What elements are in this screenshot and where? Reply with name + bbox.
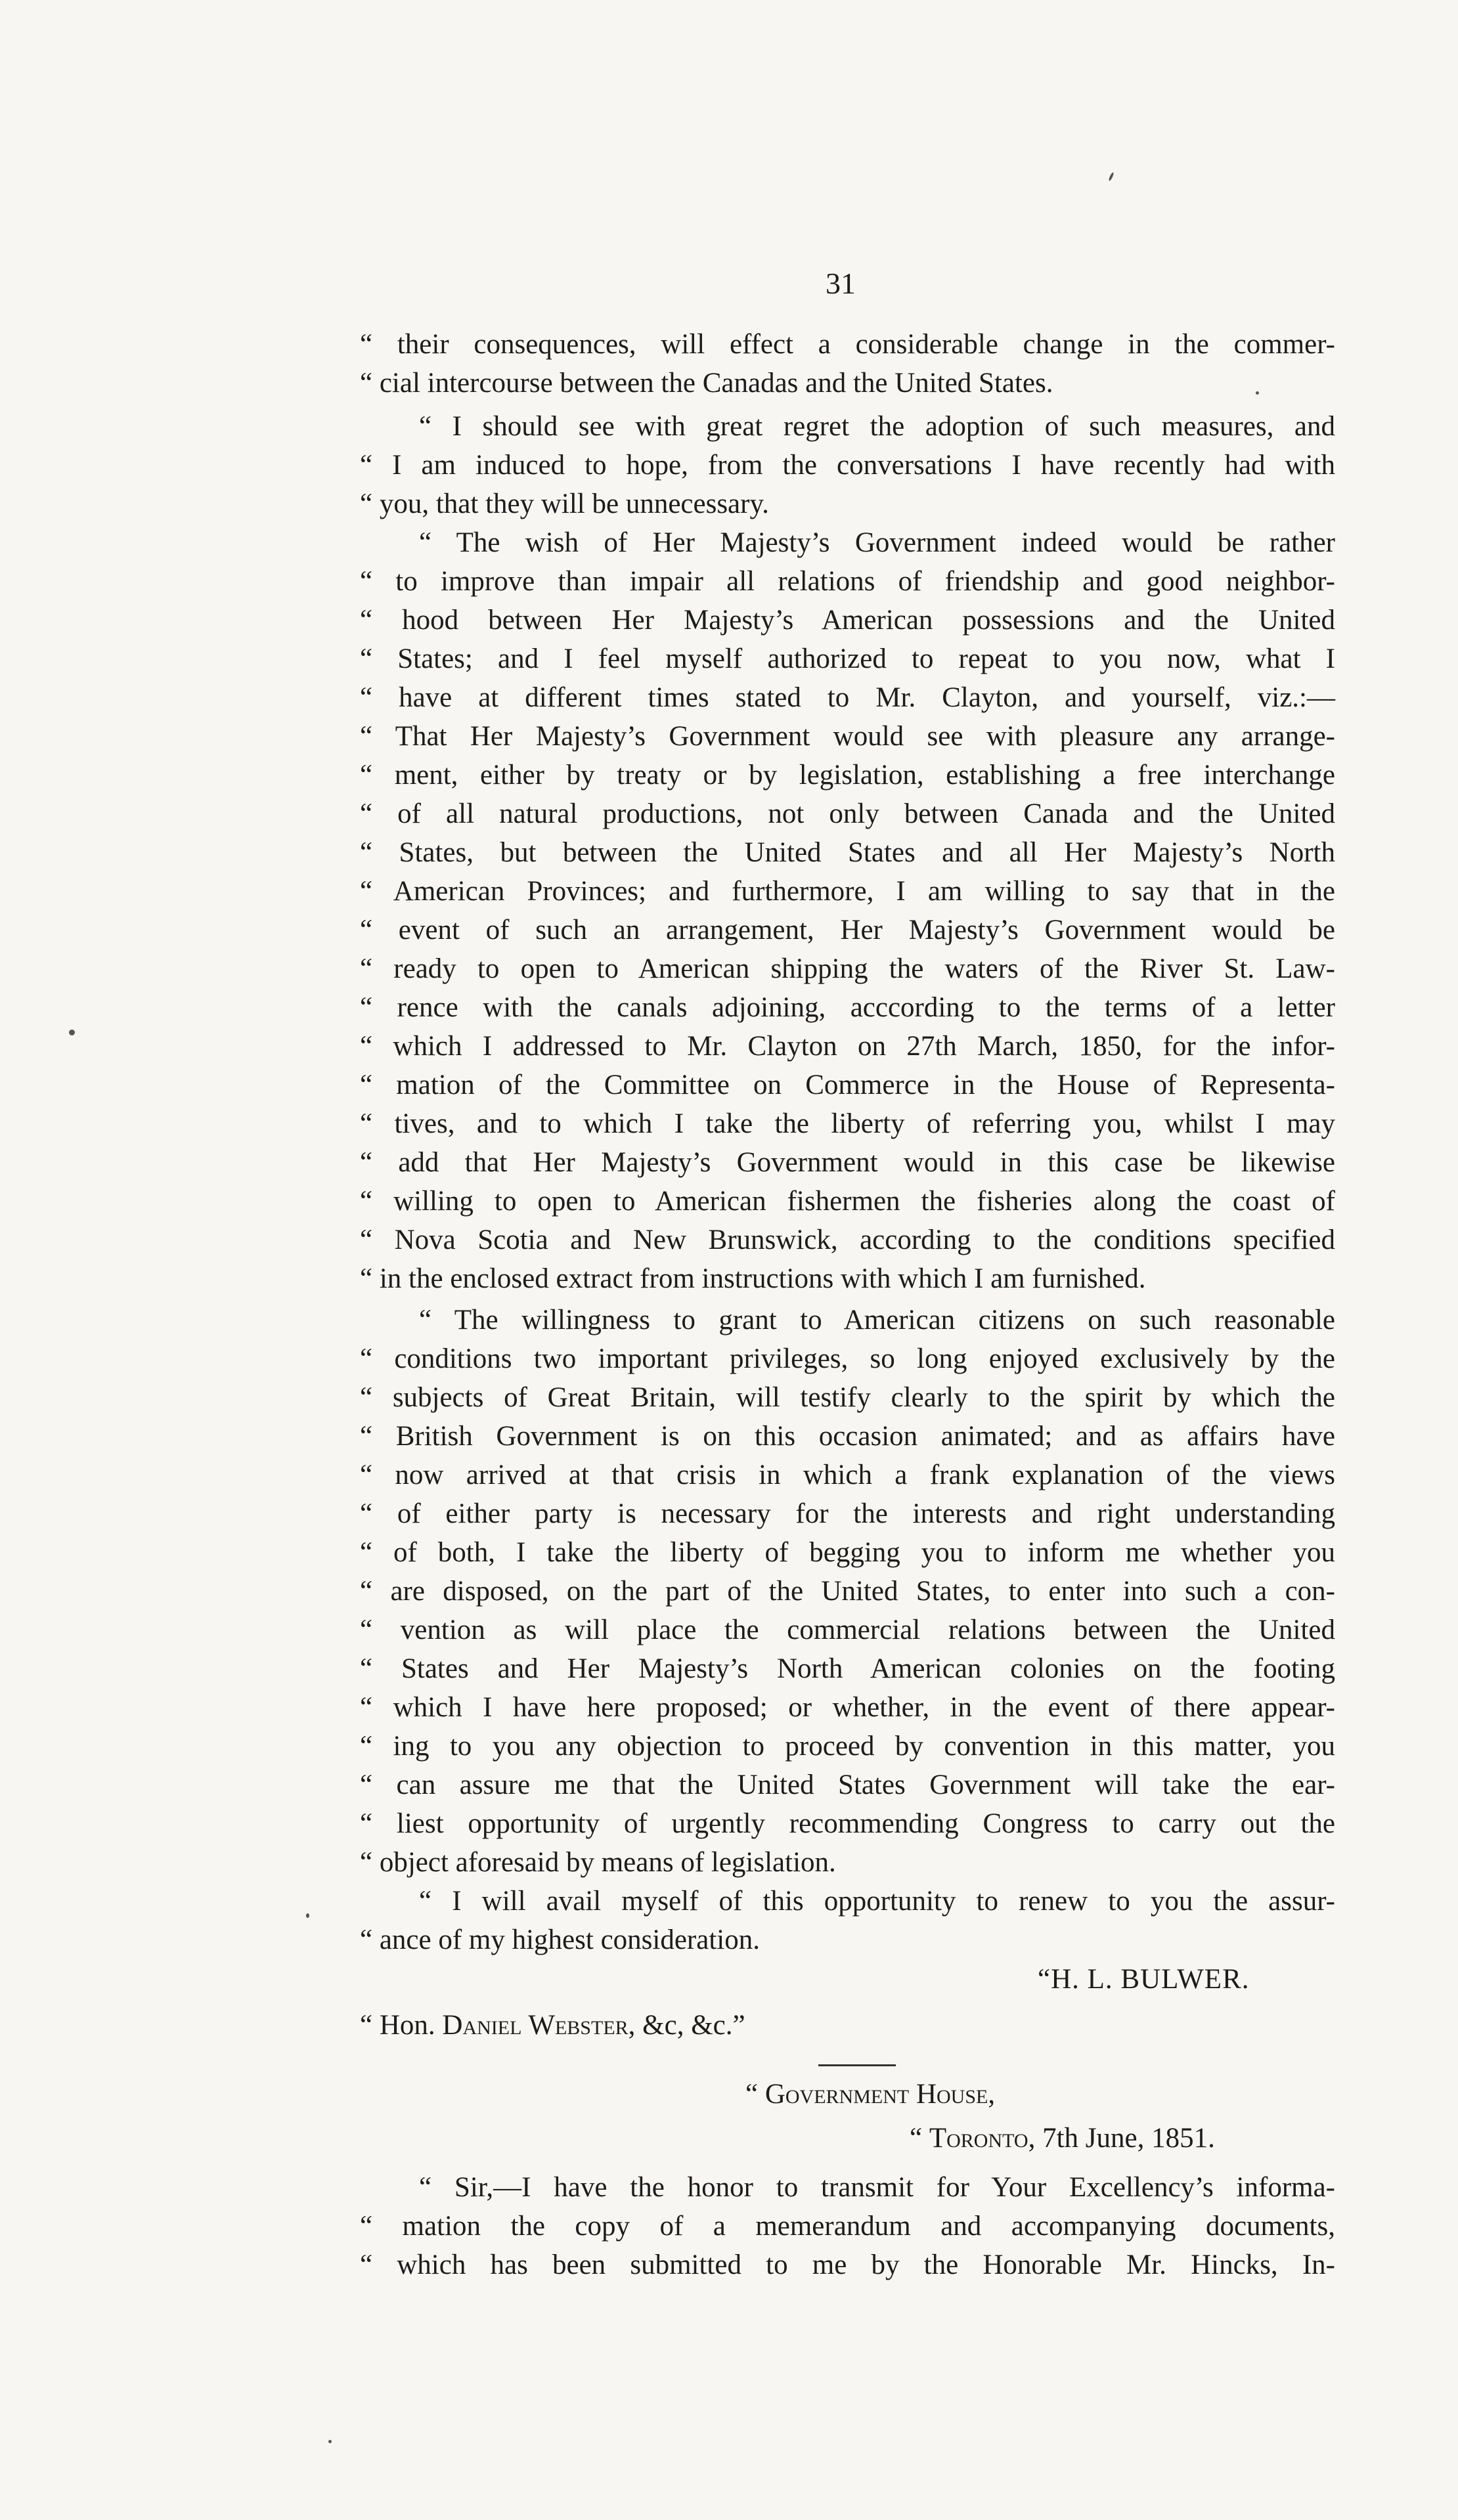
text-line: “ which I have here proposed; or whether, in the event of there appear- [360, 1692, 1335, 1723]
paragraph-3 [360, 523, 1335, 1298]
scan-speck [306, 1913, 309, 1918]
text-line: “ mation the copy of a memerandum and accompanying documents, [360, 2211, 1335, 2242]
paragraph-5 [360, 1882, 1335, 1959]
scan-speck [1256, 391, 1259, 395]
text-line: “ in the enclosed extract from instructions with which I am furnished. [360, 1263, 1146, 1294]
text-line: “ subjects of Great Britain, will testify clearly to the spirit by which the [360, 1382, 1335, 1413]
text-line: “ American Provinces; and furthermore, I am willing to say that in the [360, 876, 1335, 907]
text-line: “ object aforesaid by means of legislation. [360, 1847, 836, 1878]
text-line: “ of all natural productions, not only between Canada and the United [360, 798, 1335, 829]
text-line: “ hood between Her Majesty’s American possessions and the United [360, 605, 1335, 636]
text-line: “ of both, I take the liberty of begging you to inform me whether you [360, 1537, 1335, 1568]
text-line: “ I should see with great regret the adoption of such measures, and [419, 411, 1335, 442]
section-divider [818, 2064, 896, 2066]
letter-heading-date: “ Toronto, 7th June, 1851. [910, 2123, 1215, 2154]
text-line: “ The wish of Her Majesty’s Government indeed would be rather [419, 527, 1335, 558]
text-line: “ event of such an arrangement, Her Majesty’s Government would be [360, 915, 1335, 945]
text-line: “ willing to open to American fishermen the fisheries along the coast of [360, 1186, 1335, 1217]
scan-speck [328, 2440, 332, 2443]
text-line: “ rence with the canals adjoining, acccording to the terms of a letter [360, 992, 1335, 1023]
paragraph-4 [360, 1301, 1335, 1882]
letter-heading-place: “ Government House, [745, 2079, 996, 2110]
text-line: “ tives, and to which I take the liberty of referring you, whilst I may [360, 1108, 1335, 1139]
text-line: “ which I addressed to Mr. Clayton on 27th March, 1850, for the infor- [360, 1031, 1335, 1062]
text-line: “ mation of the Committee on Commerce in the House of Representa- [360, 1070, 1335, 1100]
text-line: “ their consequences, will effect a considerable change in the commer- [360, 329, 1335, 360]
paragraph-2 [360, 407, 1335, 523]
text-line: “ The willingness to grant to American citizens on such reasonable [419, 1305, 1335, 1336]
text-line: “ ing to you any objection to proceed by convention in this matter, you [360, 1731, 1335, 1762]
text-line: “ are disposed, on the part of the United States, to enter into such a con- [360, 1576, 1335, 1607]
addressee-suffix: , &c, &c.” [628, 2010, 745, 2041]
addressee-prefix: “ Hon. [360, 2010, 443, 2041]
text-line: “ you, that they will be unnecessary. [360, 489, 769, 519]
text-line: “ I will avail myself of this opportunity to renew to you the assur- [419, 1886, 1335, 1917]
paragraph-1 [360, 325, 1335, 402]
text-line: “ which has been submitted to me by the Honorable Mr. Hincks, In- [360, 2249, 1335, 2280]
text-line: “ ment, either by treaty or by legislation, establishing a free interchange [360, 760, 1335, 791]
text-line: “ of either party is necessary for the interests and right understanding [360, 1498, 1335, 1529]
text-line: “ cial intercourse between the Canadas and the United States. [360, 368, 1053, 399]
text-line: “ That Her Majesty’s Government would see with pleasure any arrange- [360, 721, 1335, 752]
text-line: “ can assure me that the United States Government will take the ear- [360, 1770, 1335, 1800]
text-line: “ Nova Scotia and New Brunswick, according to the conditions specified [360, 1225, 1335, 1255]
addressee-line [360, 2009, 745, 2041]
scan-speck [1108, 172, 1115, 181]
text-line: “ Sir,—I have the honor to transmit for Your Excellency’s informa- [419, 2172, 1335, 2203]
text-line: “ British Government is on this occasion animated; and as affairs have [360, 1421, 1335, 1452]
text-line: “ conditions two important privileges, so long enjoyed exclusively by the [360, 1343, 1335, 1374]
signature: “H. L. BULWER. [1038, 1964, 1250, 1995]
text-line: “ States; and I feel myself authorized to repeat to you now, what I [360, 643, 1335, 674]
text-line: “ vention as will place the commercial relations between the United [360, 1615, 1335, 1645]
text-line: “ ance of my highest consideration. [360, 1924, 760, 1955]
text-line: “ to improve than impair all relations of friendship and good neighbor- [360, 566, 1335, 597]
text-line: “ States, but between the United States and all Her Majesty’s North [360, 837, 1335, 868]
text-line: “ States and Her Majesty’s North American colonies on the footing [360, 1653, 1335, 1684]
text-line: “ have at different times stated to Mr. Clayton, and yourself, viz.:— [360, 682, 1335, 713]
addressee-name: Daniel Webster [442, 2010, 629, 2041]
text-line: “ I am induced to hope, from the conversations I have recently had with [360, 450, 1335, 481]
text-line: “ ready to open to American shipping the waters of the River St. Law- [360, 953, 1335, 984]
text-line: “ liest opportunity of urgently recommending Congress to carry out the [360, 1808, 1335, 1839]
text-line: “ add that Her Majesty’s Government would in this case be likewise [360, 1147, 1335, 1178]
page-number: 31 [826, 267, 856, 300]
scan-speck [69, 1030, 75, 1035]
paragraph-6 [360, 2168, 1335, 2284]
text-line: “ now arrived at that crisis in which a frank explanation of the views [360, 1460, 1335, 1490]
